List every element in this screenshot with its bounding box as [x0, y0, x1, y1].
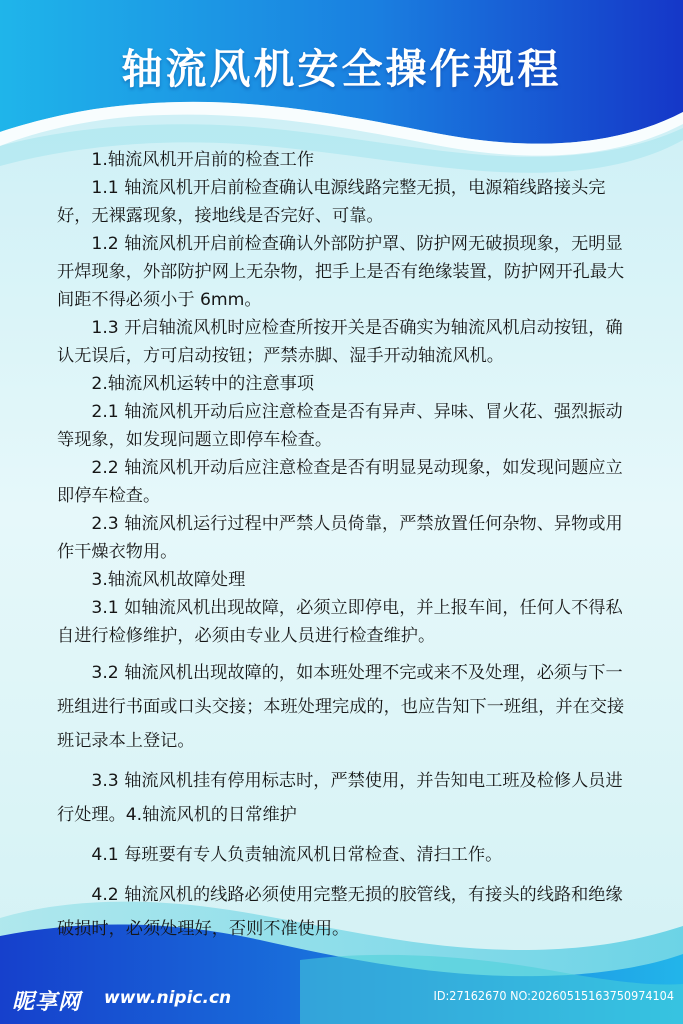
section-heading-3: 3.轴流风机故障处理	[91, 570, 246, 590]
paragraph-2-1: 2.1 轴流风机开动后应注意检查是否有异声、异味、冒火花、强烈振动等现象，如发现问题立即停车检查。	[57, 402, 623, 450]
paragraph-1-3: 1.3 开启轴流风机时应检查所按开关是否确实为轴流风机启动按钮，确认无误后，方可启动按钮；严禁赤脚、湿手开动轴流风机。	[57, 318, 623, 366]
section-heading-1: 1.轴流风机开启前的检查工作	[91, 150, 315, 170]
paragraph-4-2: 4.2 轴流风机的线路必须使用完整无损的胶管线，有接头的线路和绝缘破损时，必须处理好，否则不准使用。	[57, 885, 623, 939]
paragraph-2-3: 2.3 轴流风机运行过程中严禁人员倚靠，严禁放置任何杂物、异物或用作干燥衣物用。	[57, 514, 623, 562]
watermark-site: www.nipic.cn	[104, 988, 232, 1008]
paragraph-2-2: 2.2 轴流风机开动后应注意检查是否有明显晃动现象，如发现问题应立即停车检查。	[57, 458, 623, 506]
page-title: 轴流风机安全操作规程	[121, 45, 562, 93]
section-heading-2: 2.轴流风机运转中的注意事项	[91, 374, 315, 394]
watermark-logo: 昵享网	[12, 990, 82, 1015]
paragraph-4-1: 4.1 每班要有专人负责轴流风机日常检查、清扫工作。	[91, 845, 503, 865]
paragraph-1-2: 1.2 轴流风机开启前检查确认外部防护罩、防护网无破损现象，无明显开焊现象，外部防护网上无杂物，把手上是否有绝缘装置，防护网开孔最大间距不得必须小于 6mm。	[57, 234, 625, 310]
paragraph-1-1: 1.1 轴流风机开启前检查确认电源线路完整无损，电源箱线路接头完好，无裸露现象，接地线是否完好、可靠。	[57, 178, 606, 226]
watermark-id: ID:27162670 NO:20260515163750974104	[433, 988, 674, 1003]
paragraph-3-3: 3.3 轴流风机挂有停用标志时，严禁使用，并告知电工班及检修人员进行处理。4.轴流风机的日常维护	[57, 771, 623, 825]
document-body	[57, 146, 637, 946]
paragraph-3-2: 3.2 轴流风机出现故障的，如本班处理不完或来不及处理，必须与下一班组进行书面或口头交接；本班处理完成的，也应告知下一班组，并在交接班记录本上登记。	[57, 663, 625, 751]
paragraph-3-1: 3.1 如轴流风机出现故障，必须立即停电，并上报车间，任何人不得私自进行检修维护，必须由专业人员进行检查维护。	[57, 598, 623, 646]
